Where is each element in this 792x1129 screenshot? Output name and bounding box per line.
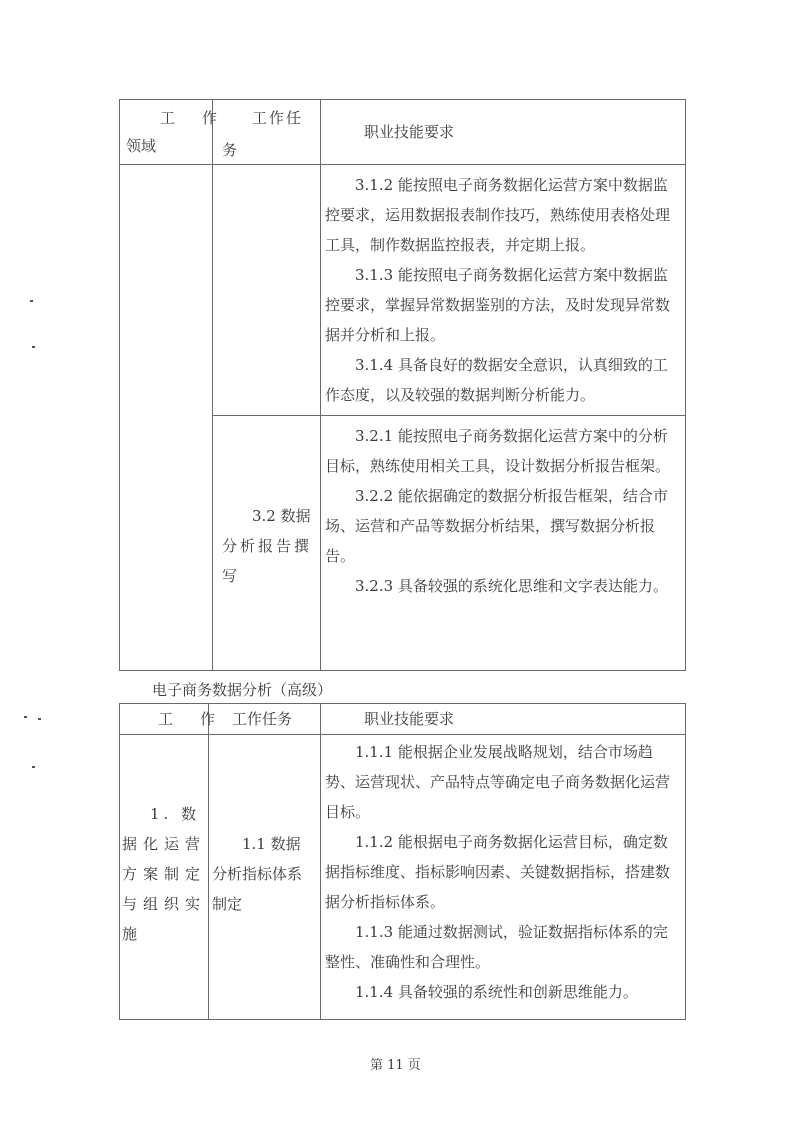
header-work-task: 工作任务 — [232, 710, 293, 728]
task-3-2-line2: 分析报告撰 — [222, 537, 313, 555]
area-1-line1: 1. 数 — [150, 805, 201, 823]
header-work-area-line2: 领域 — [126, 137, 157, 155]
skills-table-1 — [119, 99, 686, 671]
skill-item-1-1-2: 1.1.2 能根据电子商务数据化运营目标，确定数据指标维度、指标影响因素、关键数据指标，搭建数据分析指标体系。 — [325, 833, 671, 911]
area-1-line2: 据化运营 — [122, 835, 207, 853]
header-work-task-line2: 务 — [222, 141, 238, 159]
task-1-1-line1: 1.1 数据 — [242, 835, 301, 853]
scan-speck — [32, 766, 35, 768]
skill-item-1-1-4: 1.1.4 具备较强的系统性和创新思维能力。 — [355, 983, 638, 1001]
area-1-line5: 施 — [122, 925, 138, 943]
task-1-1-line2: 分析指标体系 — [212, 865, 303, 883]
skills-paragraphs-3-2 — [325, 421, 677, 601]
area-1-line4: 与组织实 — [122, 895, 207, 913]
section-title: 电子商务数据分析（高级） — [152, 681, 333, 699]
header-skill-requirements: 职业技能要求 — [364, 710, 455, 728]
skill-item-3-1-2: 3.1.2 能按照电子商务数据化运营方案中数据监控要求，运用数据报表制作技巧，熟练使用表格处理工具，制作数据监控报表，并定期上报。 — [325, 176, 671, 254]
scan-speck — [32, 346, 35, 348]
scan-speck — [38, 718, 41, 720]
page-number: 第 11 页 — [370, 1058, 421, 1073]
skill-item-3-1-4: 3.1.4 具备良好的数据安全意识，认真细致的工作态度，以及较强的数据判断分析能力。 — [325, 356, 668, 404]
task-3-2-line1: 3.2 数据 — [252, 507, 311, 525]
header-skill-requirements: 职业技能要求 — [364, 123, 455, 141]
skill-item-3-2-1: 3.2.1 能按照电子商务数据化运营方案中的分析目标，熟练使用相关工具，设计数据分析报告框架。 — [325, 427, 671, 475]
skill-item-1-1-1: 1.1.1 能根据企业发展战略规划，结合市场趋势、运营现状、产品特点等确定电子商务数据化运营目标。 — [325, 743, 671, 821]
scan-speck — [30, 300, 33, 302]
area-1-line3: 方案制定 — [122, 865, 207, 883]
skills-paragraphs-3-1 — [325, 170, 677, 410]
header-work-area: 工 作 — [158, 710, 222, 728]
skill-item-3-2-3: 3.2.3 具备较强的系统化思维和文字表达能力。 — [355, 577, 668, 595]
skill-item-3-2-2: 3.2.2 能依据确定的数据分析报告框架，结合市场、运营和产品等数据分析结果，撰写数据分析报告。 — [325, 487, 668, 565]
header-work-area-line1: 工 作 — [160, 109, 224, 127]
skills-table-2 — [119, 703, 686, 1020]
skill-item-3-1-3: 3.1.3 能按照电子商务数据化运营方案中数据监控要求，掌握异常数据鉴别的方法，及时发现异常数据并分析和上报。 — [325, 266, 671, 344]
header-work-task-line1: 工作任 — [252, 109, 304, 127]
skills-paragraphs-1-1 — [325, 737, 677, 1007]
scan-speck — [24, 716, 27, 718]
task-3-2-line3: 写 — [222, 567, 238, 585]
skill-item-1-1-3: 1.1.3 能通过数据测试，验证数据指标体系的完整性、准确性和合理性。 — [325, 923, 668, 971]
task-1-1-line3: 制定 — [212, 895, 243, 913]
